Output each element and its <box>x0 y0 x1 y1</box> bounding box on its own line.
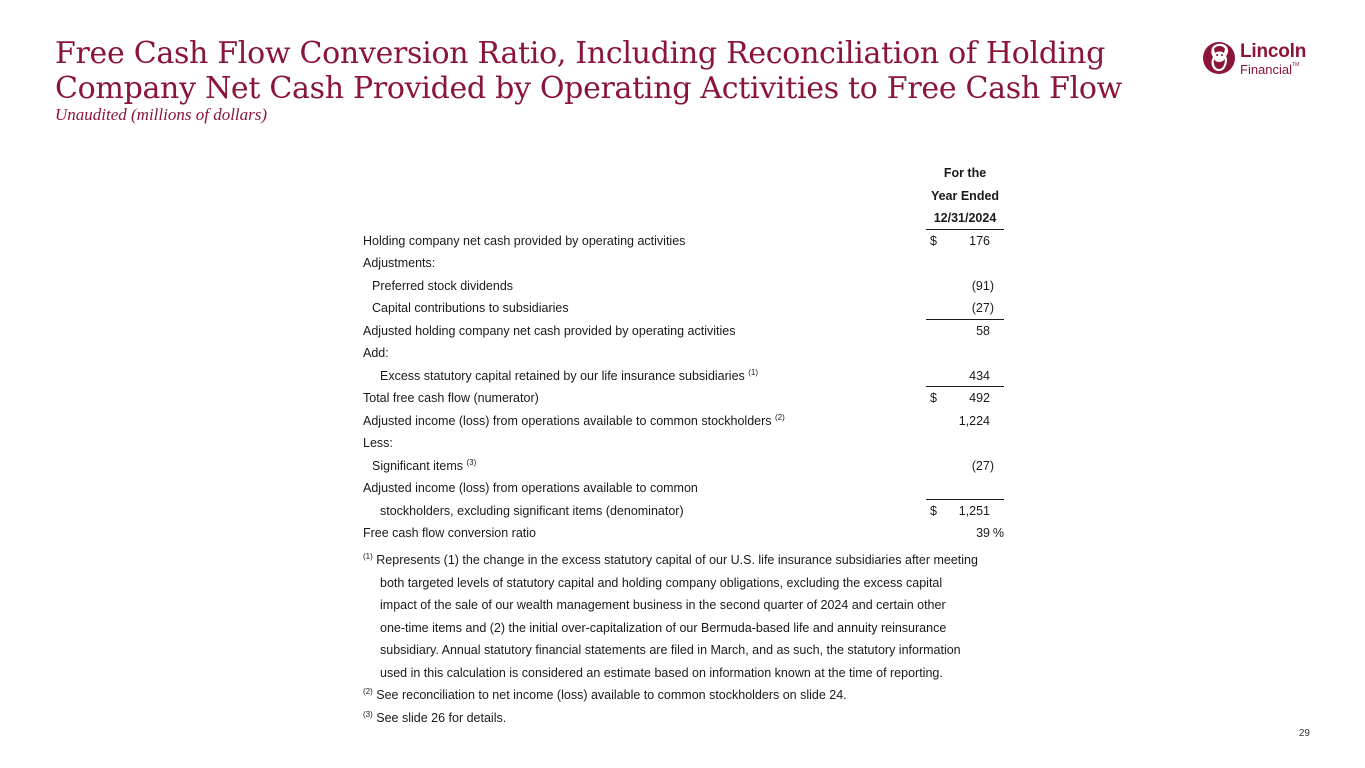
footnote-marker: (3) <box>363 709 373 719</box>
company-logo <box>1202 39 1312 79</box>
table-row: Less: <box>363 436 393 450</box>
column-header-row <box>363 207 1008 230</box>
footnote-1: $^{(1)}$ Represents (1) the change in the excess statutory capital of our U.S. life insurance subsidiaries after meeting <box>363 552 978 567</box>
lincoln-portrait-icon <box>1202 39 1238 77</box>
table-row: Holding company net cash provided by operating activities $ 176 <box>363 233 990 248</box>
free-cash-flow-table <box>363 162 1008 545</box>
footnote-3: $^{(3)}$ See slide 26 for details. <box>363 709 507 725</box>
footnote-ref: (3) <box>466 457 477 467</box>
footnote-marker: (2) <box>363 687 373 696</box>
trademark-mark: TM <box>1292 62 1300 68</box>
logo-wordmark-lincoln: Lincoln <box>1240 41 1307 62</box>
column-header-line-3: 12/31/2024 <box>933 211 997 225</box>
footnote-1-line: impact of the sale of our wealth management business in the second quarter of 2024 and certain other <box>380 598 946 612</box>
footnote-1-line: subsidiary. Annual statutory financial statements are filed in March, and as such, the statutory information <box>380 643 961 657</box>
footnote-2: $^{(2)}$ See reconciliation to net income (loss) available to common stockholders on slide 24. <box>363 687 847 702</box>
footnote-ref: (2) <box>775 412 785 422</box>
footnote-marker: (1) <box>363 552 373 561</box>
column-header-line-2: Year Ended <box>930 188 1000 203</box>
table-row: Capital contributions to subsidiaries (27) <box>363 297 1008 320</box>
table-row: Adjusted income (loss) from operations available to common stockholders $^{(2)}$ 1,224 <box>363 412 990 428</box>
column-header-line-1: For the <box>943 166 987 180</box>
title-line-1: Free Cash Flow Conversion Ratio, Including Reconciliation of Holding <box>55 36 1105 71</box>
page-number: 29 <box>1298 728 1310 739</box>
footnote-1-line: both targeted levels of statutory capital and holding company obligations, excluding the excess capital <box>380 575 943 590</box>
table-row: Adjusted holding company net cash provided by operating activities 58 <box>363 323 990 338</box>
table-row: Preferred stock dividends (91) <box>372 278 994 293</box>
column-header-row <box>363 162 1008 185</box>
table-row: Significant items $^{(3)}$ (27) <box>372 457 994 473</box>
table-row: Adjustments: <box>363 256 436 270</box>
table-row: Free cash flow conversion ratio 39 % <box>363 526 1004 540</box>
table-row: Excess statutory capital retained by our life insurance subsidiaries $^{(1)}$ 434 <box>363 365 1008 388</box>
table-row: Adjusted income (loss) from operations available to common <box>363 477 1008 500</box>
column-header-row <box>363 185 1008 208</box>
page-title <box>55 36 1122 106</box>
footnotes <box>363 549 978 729</box>
page-subtitle: Unaudited (millions of dollars) <box>55 105 268 124</box>
table-row: stockholders, excluding significant items (denominator) $ 1,251 <box>380 503 990 518</box>
footnote-ref: (1) <box>748 367 759 377</box>
footnote-1-line: used in this calculation is considered an estimate based on information known at the time of reporting. <box>380 665 943 680</box>
logo-wordmark-financial: Financial™ <box>1240 62 1300 77</box>
table-row: Add: <box>363 346 389 360</box>
title-line-2: Company Net Cash Provided by Operating Activities to Free Cash Flow <box>55 71 1123 106</box>
table-row: Total free cash flow (numerator) $ 492 <box>363 391 990 405</box>
footnote-1-line: one-time items and (2) the initial over-capitalization of our Bermuda-based life and annuity reinsurance <box>380 620 947 635</box>
